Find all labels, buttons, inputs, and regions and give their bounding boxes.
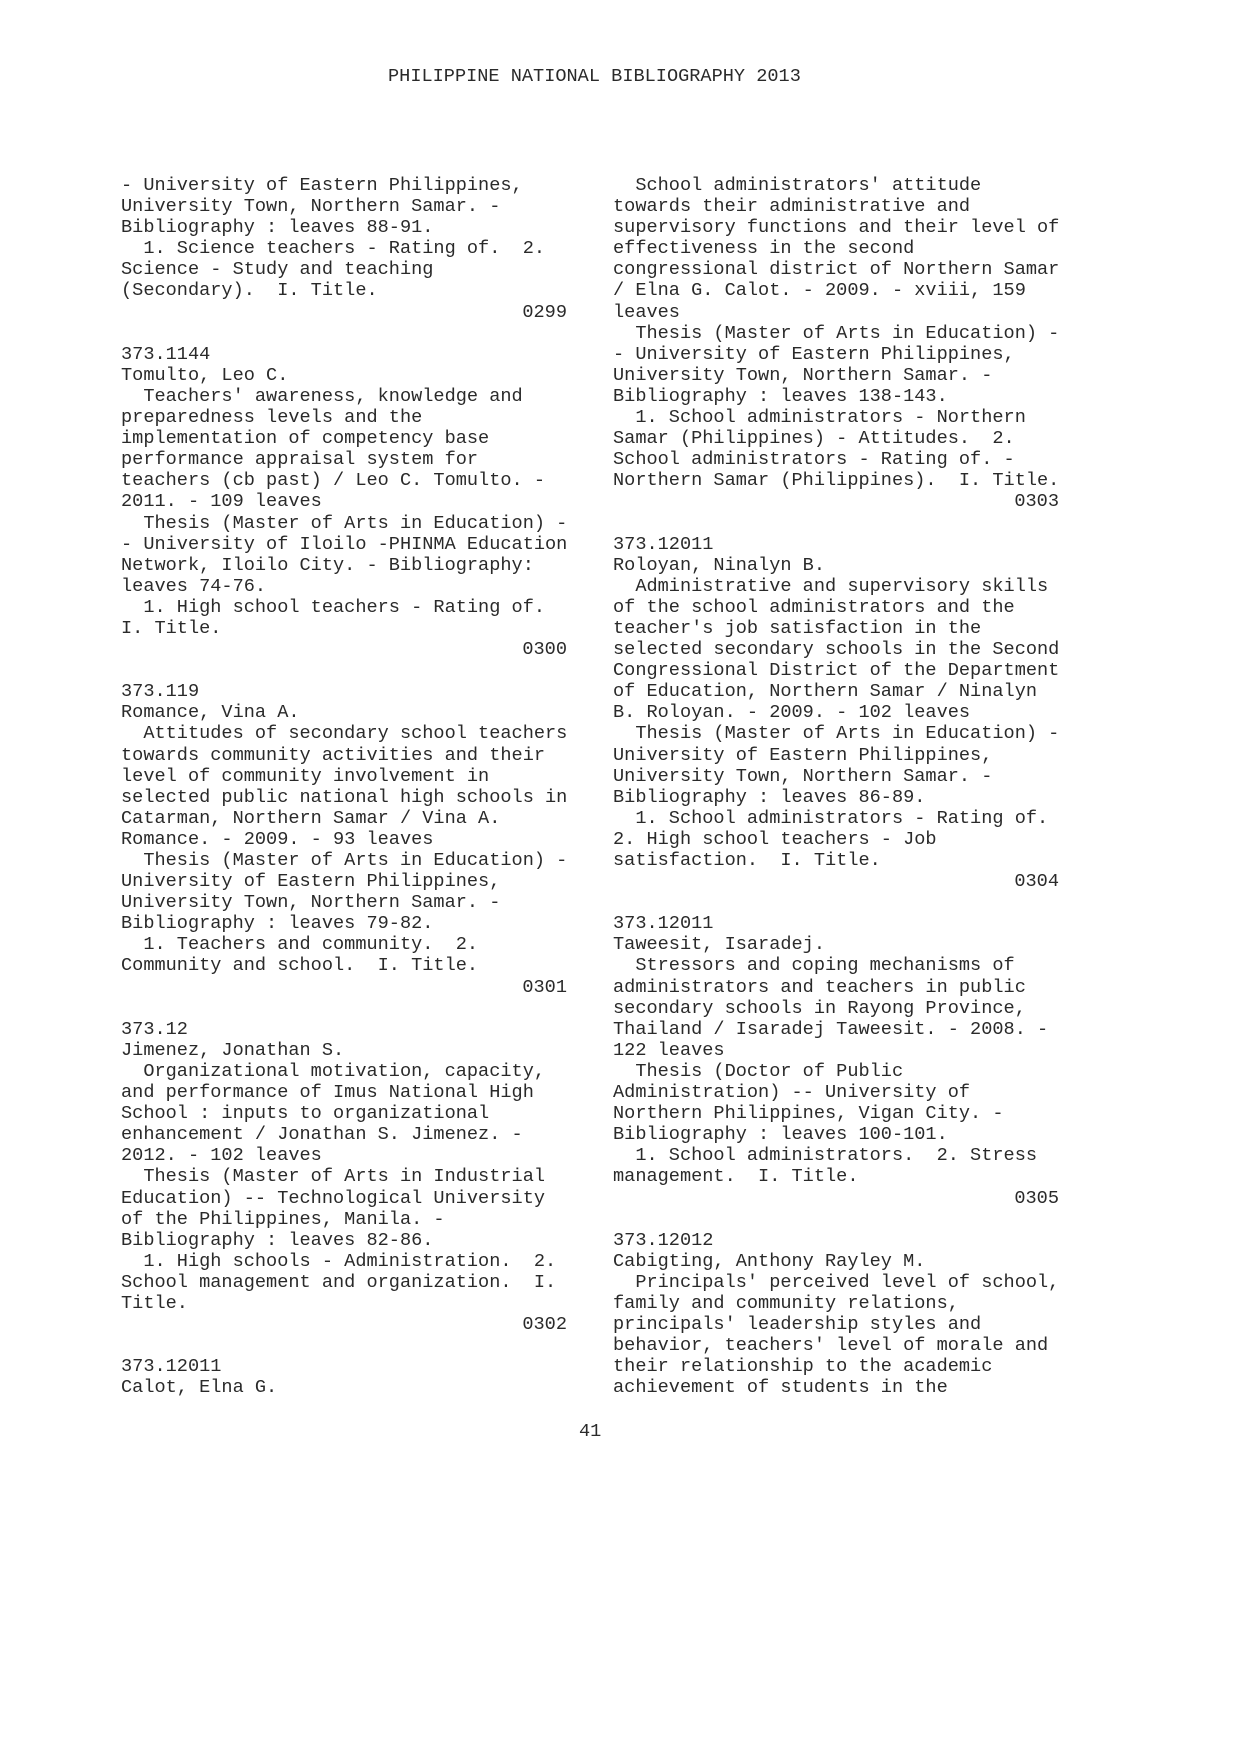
entry-text-line: implementation of competency base xyxy=(121,428,490,450)
record-number: 0302 xyxy=(522,1314,567,1336)
entry-text-line: Bibliography : leaves 79-82. xyxy=(121,913,434,935)
entry-text-line: Bibliography : leaves 86-89. xyxy=(613,786,926,808)
entry-text-line: University of Eastern Philippines, xyxy=(613,744,993,766)
entry-text-line: School management and organization. I. xyxy=(121,1271,557,1293)
entry-text-line: behavior, teachers' level of morale and xyxy=(613,1335,1049,1357)
entry-text-line: (Secondary). I. Title. xyxy=(121,280,378,302)
entry-text-line: Administrative and supervisory skills xyxy=(613,575,1049,597)
entry-text-line: achievement of students in the xyxy=(613,1377,948,1399)
record-number: 0300 xyxy=(522,639,567,661)
entry-text-line: Teachers' awareness, knowledge and xyxy=(121,385,523,407)
entry-text-line: Community and school. I. Title. xyxy=(121,955,479,977)
entry-text-line: principals' leadership styles and xyxy=(613,1314,982,1336)
entry-text-line: I. Title. xyxy=(121,617,222,639)
entry-text-line: Education) -- Technological University xyxy=(121,1187,546,1209)
entry-text-line: Bibliography : leaves 88-91. xyxy=(121,217,434,239)
entry-text-line: 1. School administrators. 2. Stress xyxy=(613,1145,1038,1167)
bibliography-entry xyxy=(121,1019,567,1335)
entry-text-line: of the school administrators and the xyxy=(613,596,1015,618)
entry-text-line: selected public national high schools in xyxy=(121,786,568,808)
entry-text-line: Organizational motivation, capacity, xyxy=(121,1060,546,1082)
entry-text-line: 1. High school teachers - Rating of. xyxy=(121,596,546,618)
call-number: 373.12011 xyxy=(613,913,714,935)
record-number: 0303 xyxy=(1014,491,1059,513)
call-number: 373.1144 xyxy=(121,343,211,365)
entry-text-line: Northern Samar (Philippines). I. Title. xyxy=(613,470,1060,492)
entry-text-line: University Town, Northern Samar. - xyxy=(613,364,993,386)
entry-text-line: Romance. - 2009. - 93 leaves xyxy=(121,828,434,850)
author-name: Taweesit, Isaradej. xyxy=(613,934,826,956)
author-name: Romance, Vina A. xyxy=(121,702,300,724)
entry-text-line: supervisory functions and their level of xyxy=(613,217,1060,239)
bibliography-entry xyxy=(121,344,567,660)
author-name: Tomulto, Leo C. xyxy=(121,364,289,386)
entry-text-line: management. I. Title. xyxy=(613,1166,859,1188)
author-name: Calot, Elna G. xyxy=(121,1377,278,1399)
entry-text-line: 1. School administrators - Rating of. xyxy=(613,807,1049,829)
bibliography-entry xyxy=(613,175,1059,513)
entry-text-line: Bibliography : leaves 82-86. xyxy=(121,1229,434,1251)
entry-text-line: School : inputs to organizational xyxy=(121,1103,490,1125)
bibliography-entry xyxy=(613,913,1059,1208)
entry-text-line: Thesis (Doctor of Public xyxy=(613,1060,904,1082)
entry-text-line: teacher's job satisfaction in the xyxy=(613,617,982,639)
entry-text-line: effectiveness in the second xyxy=(613,238,915,260)
entry-text-line: of Education, Northern Samar / Ninalyn xyxy=(613,681,1038,703)
entry-text-line: Administration) -- University of xyxy=(613,1082,971,1104)
entry-text-line: level of community involvement in xyxy=(121,765,490,787)
entry-text-line: congressional district of Northern Samar xyxy=(613,259,1060,281)
entry-text-line: - University of Iloilo -PHINMA Education xyxy=(121,533,568,555)
record-number: 0305 xyxy=(1014,1187,1059,1209)
entry-text-line: University Town, Northern Samar. - xyxy=(613,765,993,787)
entry-text-line: 122 leaves xyxy=(613,1039,725,1061)
entry-text-line: teachers (cb past) / Leo C. Tomulto. - xyxy=(121,470,546,492)
entry-text-line: their relationship to the academic xyxy=(613,1356,993,1378)
entry-text-line: 1. Science teachers - Rating of. 2. xyxy=(121,238,546,260)
bibliography-entry xyxy=(613,1230,1059,1399)
entry-text-line: University Town, Northern Samar. - xyxy=(121,892,501,914)
entry-text-line: University Town, Northern Samar. - xyxy=(121,196,501,218)
bibliography-entry xyxy=(613,534,1059,893)
entry-text-line: secondary schools in Rayong Province, xyxy=(613,997,1026,1019)
call-number: 373.12012 xyxy=(613,1229,714,1251)
record-number: 0304 xyxy=(1014,871,1059,893)
entry-text-line: Title. xyxy=(121,1292,188,1314)
entry-text-line: Bibliography : leaves 100-101. xyxy=(613,1124,948,1146)
page-number: 41 xyxy=(579,1421,602,1442)
entry-text-line: Thesis (Master of Arts in Education) - xyxy=(121,850,568,871)
call-number: 373.12011 xyxy=(613,533,714,555)
record-number: 0299 xyxy=(522,301,567,323)
entry-text-line: 1. Teachers and community. 2. xyxy=(121,934,479,956)
entry-text-line: leaves 74-76. xyxy=(121,575,267,597)
entry-text-line: Principals' perceived level of school, xyxy=(613,1271,1060,1293)
column-right xyxy=(613,175,1059,1398)
column-left xyxy=(121,175,567,1398)
entry-text-line: Catarman, Northern Samar / Vina A. xyxy=(121,807,501,829)
entry-text-line: satisfaction. I. Title. xyxy=(613,850,881,871)
entry-text-line: 2011. - 109 leaves xyxy=(121,491,322,513)
entry-text-line: 2012. - 102 leaves xyxy=(121,1145,322,1167)
entry-text-line: enhancement / Jonathan S. Jimenez. - xyxy=(121,1124,523,1146)
call-number: 373.12011 xyxy=(121,1356,222,1378)
entry-text-line: of the Philippines, Manila. - xyxy=(121,1208,445,1230)
entry-text-line: selected secondary schools in the Second xyxy=(613,639,1060,661)
entry-text-line: Thesis (Master of Arts in Education) - xyxy=(121,512,568,534)
entry-text-line: Thesis (Master of Arts in Industrial xyxy=(121,1166,546,1188)
bibliography-entry xyxy=(121,1356,567,1398)
entry-text-line: performance appraisal system for xyxy=(121,449,479,471)
author-name: Jimenez, Jonathan S. xyxy=(121,1039,345,1061)
entry-text-line: Bibliography : leaves 138-143. xyxy=(613,385,948,407)
call-number: 373.12 xyxy=(121,1018,188,1040)
bibliography-entry xyxy=(121,175,567,323)
entry-text-line: 1. School administrators - Northern xyxy=(613,407,1026,429)
entry-text-line: 1. High schools - Administration. 2. xyxy=(121,1250,557,1272)
entry-text-line: B. Roloyan. - 2009. - 102 leaves xyxy=(613,702,971,724)
record-number: 0301 xyxy=(522,976,567,998)
entry-text-line: - University of Eastern Philippines, xyxy=(613,343,1015,365)
entry-text-line: Samar (Philippines) - Attitudes. 2. xyxy=(613,428,1015,450)
entry-text-line: Network, Iloilo City. - Bibliography: xyxy=(121,554,534,576)
entry-text-line: preparedness levels and the xyxy=(121,407,423,429)
entry-text-line: administrators and teachers in public xyxy=(613,976,1026,998)
entry-text-line: leaves xyxy=(613,301,680,323)
entry-text-line: Northern Philippines, Vigan City. - xyxy=(613,1103,1004,1125)
entry-text-line: 2. High school teachers - Job xyxy=(613,828,937,850)
author-name: Roloyan, Ninalyn B. xyxy=(613,554,826,576)
entry-text-line: towards community activities and their xyxy=(121,744,546,766)
entry-text-line: Thesis (Master of Arts in Education) - xyxy=(613,723,1060,745)
running-header: PHILIPPINE NATIONAL BIBLIOGRAPHY 2013 xyxy=(388,66,801,87)
entry-text-line: / Elna G. Calot. - 2009. - xviii, 159 xyxy=(613,280,1026,302)
entry-text-line: Stressors and coping mechanisms of xyxy=(613,955,1015,977)
entry-text-line: - University of Eastern Philippines, xyxy=(121,175,523,196)
entry-text-line: Congressional District of the Department xyxy=(613,660,1060,682)
entry-text-line: Attitudes of secondary school teachers xyxy=(121,723,568,745)
entry-text-line: towards their administrative and xyxy=(613,196,971,218)
entry-text-line: family and community relations, xyxy=(613,1292,959,1314)
entry-text-line: University of Eastern Philippines, xyxy=(121,871,501,893)
entry-text-line: School administrators - Rating of. - xyxy=(613,449,1015,471)
entry-text-line: Thesis (Master of Arts in Education) - xyxy=(613,322,1060,344)
entry-text-line: and performance of Imus National High xyxy=(121,1082,534,1104)
bibliography-entry xyxy=(121,681,567,997)
call-number: 373.119 xyxy=(121,681,200,703)
entry-text-line: Science - Study and teaching xyxy=(121,259,434,281)
author-name: Cabigting, Anthony Rayley M. xyxy=(613,1250,926,1272)
entry-text-line: Thailand / Isaradej Taweesit. - 2008. - xyxy=(613,1018,1049,1040)
entry-text-line: School administrators' attitude xyxy=(613,175,982,196)
